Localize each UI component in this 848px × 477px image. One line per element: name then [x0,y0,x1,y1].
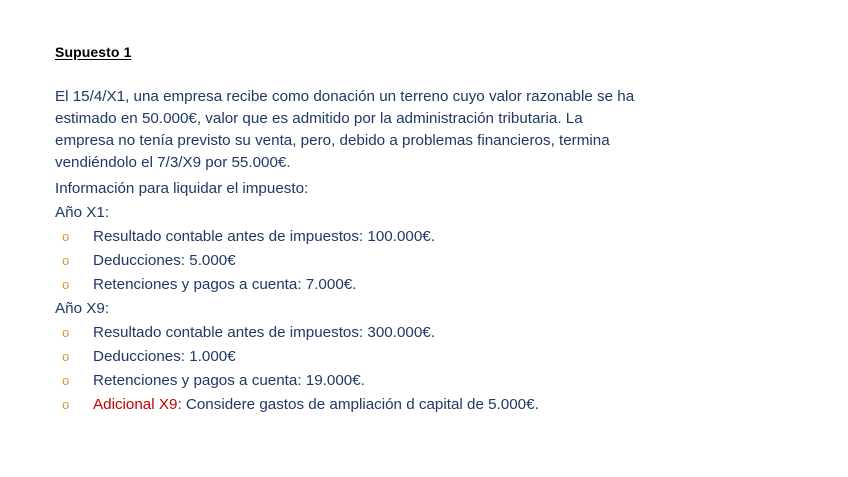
info-heading: Información para liquidar el impuesto: [55,180,309,197]
bullet-icon: o [62,253,70,268]
intro-line: vendiéndolo el 7/3/X9 por 55.000€. [55,154,291,171]
additional-text: : Considere gastos de ampliación d capital de 5.000€. [177,396,539,413]
list-item-text: Deducciones: 1.000€ [93,348,236,365]
year-x9-label: Año X9: [55,300,110,317]
slide-content [55,86,695,417]
page-title: Supuesto 1 [55,44,132,60]
bullet-icon: o [62,277,70,292]
list-item-text: Retenciones y pagos a cuenta: 19.000€. [93,372,365,389]
bullet-icon: o [62,325,70,340]
intro-paragraph [55,86,695,174]
list-item-text: Resultado contable antes de impuestos: 300.000€. [93,324,435,341]
list-item [55,225,695,249]
year-x1-list [55,225,695,297]
intro-line: estimado en 50.000€, valor que es admitido por la administración tributaria. La [55,110,583,127]
list-item [55,273,695,297]
list-item [55,249,695,273]
bullet-icon: o [62,349,70,364]
list-item [55,321,695,345]
additional-highlight: Adicional X9 [93,396,178,413]
list-item-text: Resultado contable antes de impuestos: 100.000€. [93,228,435,245]
list-item [55,345,695,369]
list-item-additional [55,393,695,417]
bullet-icon: o [62,229,70,244]
year-x1-label: Año X1: [55,204,110,221]
list-item [55,369,695,393]
list-item-text: Retenciones y pagos a cuenta: 7.000€. [93,276,357,293]
year-x9-list [55,321,695,417]
intro-line: El 15/4/X1, una empresa recibe como donación un terreno cuyo valor razonable se ha [55,88,635,105]
bullet-icon: o [62,397,70,412]
bullet-icon: o [62,373,70,388]
intro-line: empresa no tenía previsto su venta, pero, debido a problemas financieros, termina [55,132,610,149]
list-item-text: Deducciones: 5.000€ [93,252,236,269]
